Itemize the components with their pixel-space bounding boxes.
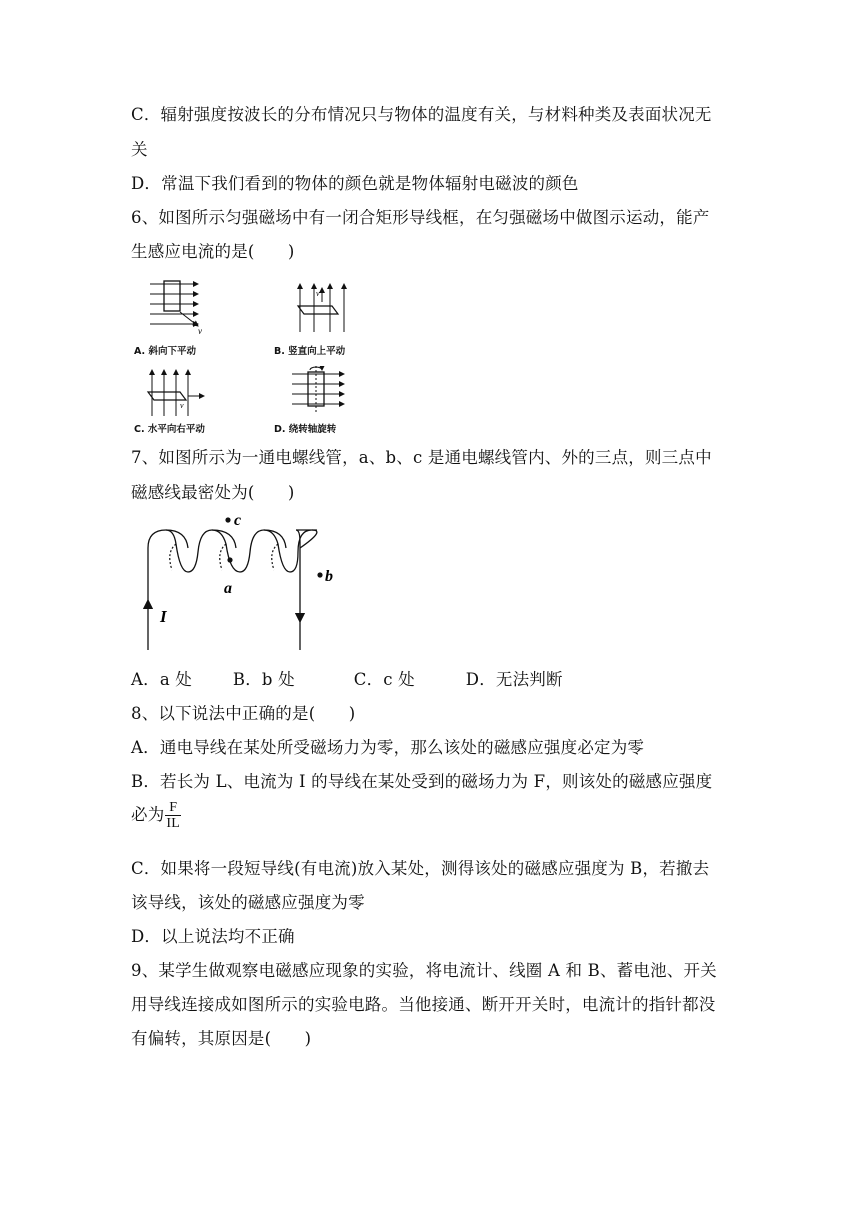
q6-caption-b: B. 竖直向上平动: [274, 346, 346, 357]
q5-option-c-line2: 关: [131, 140, 148, 159]
q6-figure-c: [144, 366, 210, 418]
q8-option-b-line1: B．若长为 L、电流为 I 的导线在某处受到的磁场力为 F，则该处的磁感应强度: [131, 772, 713, 791]
q6-caption-c: C. 水平向右平动: [134, 424, 205, 435]
q9-stem-line1: 9、某学生做观察电磁感应现象的实验，将电流计、线圈 A 和 B、蓄电池、开关: [131, 961, 717, 980]
q8-fraction: [165, 800, 181, 831]
q5-option-c-line1: C．辐射强度按波长的分布情况只与物体的温度有关，与材料种类及表面状况无: [131, 105, 712, 124]
current-label: I: [160, 607, 167, 626]
fraction-denominator: IL: [166, 816, 181, 831]
q5-option-d: D．常温下我们看到的物体的颜色就是物体辐射电磁波的颜色: [131, 174, 579, 193]
q6-c-velocity-label: v: [180, 401, 184, 410]
q8-option-c-line2: 该导线，该处的磁感应强度为零: [131, 893, 365, 912]
q7-solenoid-figure: [136, 508, 346, 658]
q9-stem-line3: 有偏转，其原因是( ): [131, 1029, 312, 1048]
q8-option-b-line2: [131, 800, 181, 831]
q7-stem-line1: 7、如图所示为一通电螺线管，a、b、c 是通电螺线管内、外的三点，则三点中: [131, 448, 712, 467]
q6-caption-d: D. 绕转轴旋转: [274, 424, 337, 435]
q7-option-c[interactable]: C．c 处: [353, 670, 415, 689]
q6-figure-a: [146, 278, 216, 336]
q7-stem-line2: 磁感线最密处为( ): [131, 483, 295, 502]
q6-b-velocity-label: v: [316, 289, 320, 298]
q8-stem: 8、以下说法中正确的是( ): [131, 704, 356, 723]
q6-caption-a: A. 斜向下平动: [134, 346, 196, 357]
q8-option-b-prefix: 必为: [131, 805, 165, 824]
q7-option-d[interactable]: D．无法判断: [465, 670, 563, 689]
fraction-numerator: F: [165, 800, 181, 816]
q8-option-d: D．以上说法均不正确: [131, 927, 295, 946]
q7-option-a[interactable]: A．a 处: [131, 670, 192, 689]
q8-option-a: A．通电导线在某处所受磁场力为零，那么该处的磁感应强度必定为零: [131, 738, 645, 757]
q6-figure-b: [292, 280, 352, 336]
point-b-label: b: [325, 568, 333, 585]
q6-figure-d: [290, 366, 350, 416]
point-c-label: c: [234, 512, 242, 529]
q6-a-velocity-label: v: [198, 326, 202, 336]
q7-options: [131, 669, 563, 691]
q9-stem-line2: 用导线连接成如图所示的实验电路。当他接通、断开开关时，电流计的指针都没: [131, 995, 716, 1014]
q6-stem-line2: 生感应电流的是( ): [131, 242, 295, 261]
q7-option-b[interactable]: B．b 处: [232, 670, 295, 689]
q8-option-c-line1: C．如果将一段短导线(有电流)放入某处，测得该处的磁感应强度为 B，若撤去: [131, 859, 710, 878]
q6-stem-line1: 6、如图所示匀强磁场中有一闭合矩形导线框，在匀强磁场中做图示运动，能产: [131, 208, 710, 227]
point-a-label: a: [224, 580, 232, 597]
